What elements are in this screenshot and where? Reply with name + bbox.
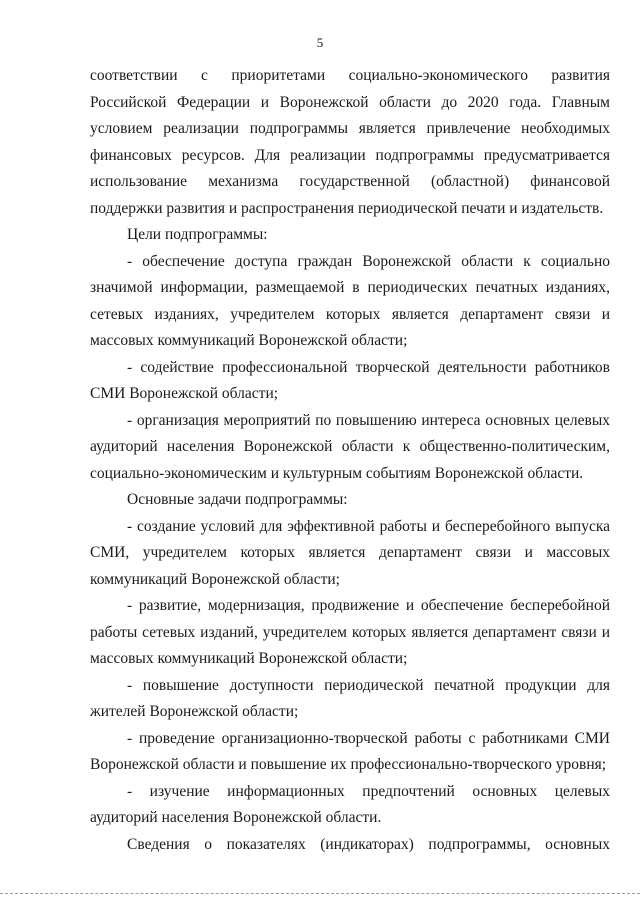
document-body bbox=[90, 63, 610, 858]
task-item: - проведение организационно-творческой работы с работниками СМИ Воронежской области и повышение их профессионально-творческого уровня; bbox=[90, 729, 610, 773]
heading-tasks: Основные задачи подпрограммы: bbox=[127, 491, 348, 508]
goal-item: - обеспечение доступа граждан Воронежской области к социально значимой информации, размещаемой в периодических печатных изданиях, сетевых изданиях, учредителем которых является департамент связи и массовых коммуникаций Воронежской области; bbox=[90, 252, 610, 349]
task-item: - создание условий для эффективной работы и бесперебойного выпуска СМИ, учредителем которых является департамент связи и массовых коммуникаций Воронежской области; bbox=[90, 517, 610, 588]
paragraph-intro-continuation: соответствии с приоритетами социально-экономического развития Российской Федерации и Воронежской области до 2020 года. Главным условием реализации подпрограммы является привлечение необходимых финансовых ресурсов. Для реализации подпрограммы предусматривается использование механизма государственной (областной) финансовой поддержки развития и распространения периодической печати и издательств. bbox=[90, 67, 610, 217]
heading-goals: Цели подпрограммы: bbox=[127, 226, 268, 243]
footer-divider bbox=[0, 893, 640, 894]
page-number: 5 bbox=[316, 35, 324, 50]
goal-item: - организация мероприятий по повышению интереса основных целевых аудиторий населения Воронежской области к общественно-политическим, социально-экономическим и культурным событиям Воронежской области. bbox=[90, 411, 610, 482]
goal-item: - содействие профессиональной творческой деятельности работников СМИ Воронежской области; bbox=[90, 358, 610, 402]
task-item: - повышение доступности периодической печатной продукции для жителей Воронежской области; bbox=[90, 676, 610, 720]
task-item: - изучение информационных предпочтений основных целевых аудиторий населения Воронежской области. bbox=[90, 782, 610, 826]
paragraph-indicators-start: Сведения о показателях (индикаторах) подпрограммы, основных bbox=[127, 835, 610, 853]
task-item: - развитие, модернизация, продвижение и обеспечение бесперебойной работы сетевых изданий, учредителем которых является департамент связи и массовых коммуникаций Воронежской области; bbox=[90, 597, 610, 667]
